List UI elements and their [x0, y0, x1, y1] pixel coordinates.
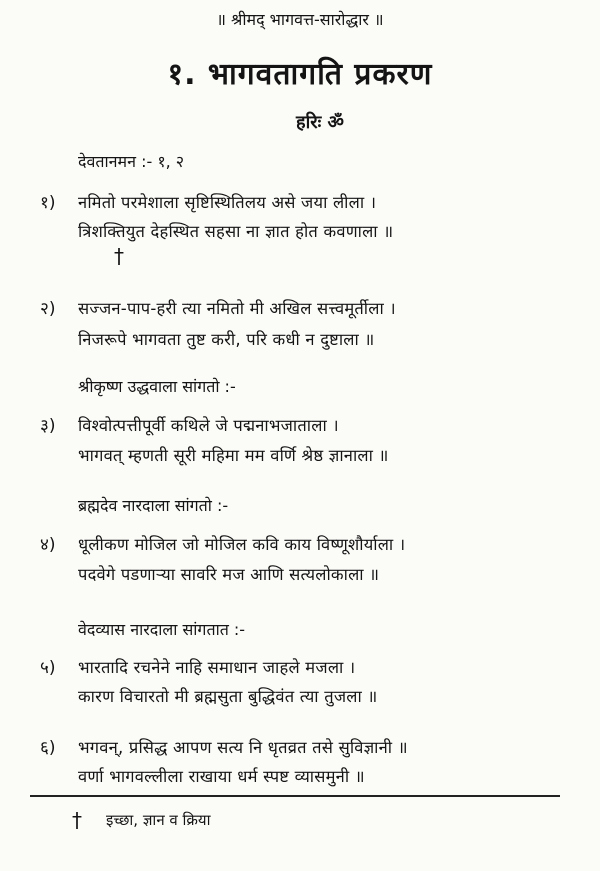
- verse-line: भारतादि रचनेने नाहि समाधान जाहले मजला ।: [78, 658, 356, 677]
- verse-line: त्रिशक्तियुत देहस्थित सहसा ना ज्ञात होत कवणाला ॥: [78, 222, 394, 241]
- verse-number: ३): [40, 416, 56, 436]
- verse-number: ५): [40, 658, 56, 678]
- verse-line: सज्जन-पाप-हरी त्या नमितो मी अखिल सत्त्वमूर्तीला ।: [78, 299, 396, 318]
- verse-line: भागवत् म्हणती सूरी महिमा मम वर्णि श्रेष्ठ ज्ञानाला ॥: [78, 446, 389, 465]
- verse-number: ६): [40, 738, 56, 758]
- section-intro: श्रीकृष्ण उद्धवाला सांगतो :-: [78, 377, 236, 396]
- verse-line: वर्णा भागवल्लीला राखाया धर्म स्पष्ट व्यासमुनी ॥: [78, 767, 365, 786]
- verse-line: निजरूपे भागवता तुष्ट करी, परि कधी न दुष्टाला ॥: [78, 330, 375, 349]
- verse-number: २): [40, 299, 56, 319]
- chapter-title: १. भागवतागति प्रकरण: [167, 57, 433, 92]
- footnote-marker: †: [72, 808, 82, 832]
- section-intro: वेदव्यास नारदाला सांगतात :-: [78, 620, 246, 639]
- verse-line: नमितो परमेशाला सृष्टिस्थितिलय असे जया लीला ।: [78, 193, 377, 212]
- verse-line: पदवेगे पडणाऱ्या सावरि मज आणि सत्यलोकाला ॥: [78, 565, 380, 584]
- verse-line: भगवन्, प्रसिद्ध आपण सत्य नि धृतव्रत तसे सुविज्ञानी ॥: [78, 738, 408, 757]
- footnote-text: इच्छा, ज्ञान व क्रिया: [106, 811, 211, 829]
- section-intro: देवतानमन :- १, २: [78, 152, 185, 171]
- section-intro: ब्रह्मदेव नारदाला सांगतो :-: [78, 496, 229, 515]
- invocation: हरिः ॐ: [296, 112, 344, 133]
- verse-line: धूलीकण मोजिल जो मोजिल कवि काय विष्णूशौर्याला ।: [78, 535, 406, 554]
- verse-number: १): [40, 193, 56, 213]
- verse-number: ४): [40, 535, 56, 555]
- footnote-divider: [30, 795, 560, 797]
- verse-line: कारण विचारतो मी ब्रह्मसुता बुद्धिवंत त्या तुजला ॥: [78, 687, 378, 706]
- footnote-dagger-marker: †: [114, 244, 124, 268]
- verse-line: विश्वोत्पत्तीपूर्वी कथिले जे पद्मनाभजाताला ।: [78, 416, 339, 435]
- page-header: ॥ श्रीमद् भागवत्त-सारोद्धार ॥: [216, 10, 384, 29]
